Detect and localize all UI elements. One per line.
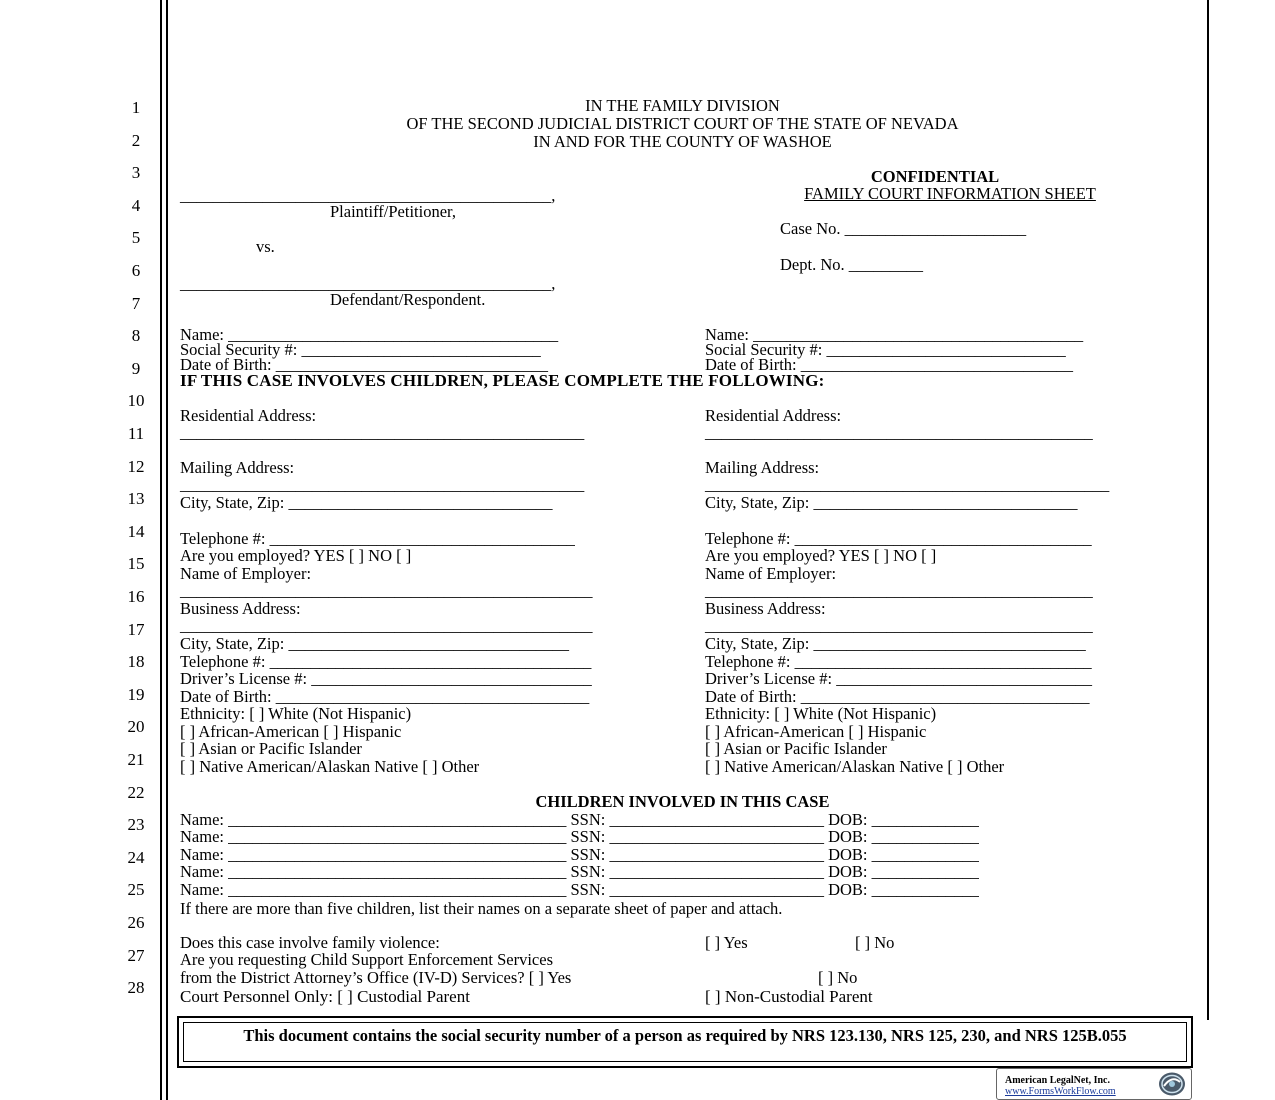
right-ethnicity-2[interactable]: [ ] African-American [ ] Hispanic [705, 722, 927, 741]
line-number: 8 [131, 326, 141, 346]
line-number: 13 [127, 489, 145, 509]
child-support-no-checkbox[interactable]: [ ] No [818, 968, 858, 987]
line-number: 19 [127, 684, 145, 704]
case-no-field[interactable]: Case No. ______________________ [780, 219, 1027, 238]
left-ethnicity-3[interactable]: [ ] Asian or Pacific Islander [180, 739, 362, 758]
left-mailing-label: Mailing Address: [180, 458, 295, 477]
sheet-title: FAMILY COURT INFORMATION SHEET [804, 184, 1096, 203]
ssn-notice-box [177, 1016, 1193, 1068]
line-number: 7 [131, 293, 141, 313]
child-row[interactable]: Name: _________________________________________ SSN: __________________________ DOB: _____________ [180, 862, 979, 881]
ssn-notice-text: This document contains the social security number of a person as required by NRS 123.130, NRS 125, 230, and NRS 125B.055 [183, 1022, 1187, 1062]
right-residential-field[interactable]: _______________________________________________ [705, 423, 1093, 442]
line-number: 12 [127, 456, 145, 476]
left-ethnicity-4[interactable]: [ ] Native American/Alaskan Native [ ] Other [180, 757, 480, 776]
child-row[interactable]: Name: _________________________________________ SSN: __________________________ DOB: _____________ [180, 810, 979, 829]
court-heading-1: IN THE FAMILY DIVISION [585, 96, 780, 115]
child-row[interactable]: Name: _________________________________________ SSN: __________________________ DOB: _____________ [180, 845, 979, 864]
line-number: 25 [127, 880, 145, 900]
court-personnel-noncustodial[interactable]: [ ] Non-Custodial Parent [705, 987, 873, 1006]
right-ethnicity-3[interactable]: [ ] Asian or Pacific Islander [705, 739, 887, 758]
line-number: 14 [127, 521, 145, 541]
left-employer-label: Name of Employer: [180, 564, 312, 583]
left-margin-line-outer [160, 0, 162, 1100]
right-ssn-field[interactable]: Social Security #: _____________________________ [705, 340, 1066, 359]
family-violence-yes-checkbox[interactable]: [ ] Yes [705, 933, 748, 952]
left-ethnicity-2[interactable]: [ ] African-American [ ] Hispanic [180, 722, 402, 741]
child-row[interactable]: Name: _________________________________________ SSN: __________________________ DOB: _____________ [180, 827, 979, 846]
right-city-field[interactable]: City, State, Zip: ________________________________ [705, 493, 1078, 512]
court-heading-3: IN AND FOR THE COUNTY OF WASHOE [533, 132, 832, 151]
right-employer-field[interactable]: _______________________________________________ [705, 581, 1093, 600]
line-number: 1 [131, 98, 141, 117]
left-city-field[interactable]: City, State, Zip: ________________________________ [180, 493, 553, 512]
defendant-label: Defendant/Respondent. [330, 290, 486, 309]
confidential-label: CONFIDENTIAL [870, 167, 1000, 186]
line-number: 6 [131, 261, 141, 280]
line-number: 28 [127, 978, 145, 998]
left-dob-field[interactable]: Date of Birth: _________________________________ [180, 355, 549, 374]
dept-no-field[interactable]: Dept. No. _________ [780, 255, 923, 274]
line-number: 18 [127, 652, 145, 672]
right-dob2-field[interactable]: Date of Birth: ___________________________________ [705, 687, 1090, 706]
line-number: 9 [131, 358, 141, 378]
family-violence-no-checkbox[interactable]: [ ] No [855, 933, 895, 952]
line-number: 4 [131, 195, 141, 215]
left-dob2-field[interactable]: Date of Birth: ______________________________________ [180, 687, 590, 706]
left-drivers-license-field[interactable]: Driver’s License #: __________________________________ [180, 669, 592, 688]
line-number: 16 [127, 587, 145, 606]
left-mailing-field[interactable]: _________________________________________________ [180, 475, 585, 494]
left-margin-line-inner [166, 0, 168, 1100]
footer-url[interactable]: www.FormsWorkFlow.com [1005, 1086, 1116, 1097]
line-number: 5 [131, 228, 141, 248]
defendant-name-field[interactable]: _____________________________________________, [180, 274, 556, 293]
left-ethnicity-1[interactable]: Ethnicity: [ ] White (Not Hispanic) [180, 704, 412, 723]
left-telephone-field[interactable]: Telephone #: _____________________________________ [180, 529, 575, 548]
right-business-field[interactable]: _______________________________________________ [705, 616, 1093, 635]
footer-company: American LegalNet, Inc. [1005, 1075, 1110, 1086]
right-ethnicity-1[interactable]: Ethnicity: [ ] White (Not Hispanic) [705, 704, 937, 723]
line-number: 2 [131, 130, 141, 150]
family-violence-question: Does this case involve family violence: [180, 933, 440, 952]
line-number: 21 [127, 750, 145, 769]
right-margin-line [1207, 0, 1209, 1020]
right-mailing-field[interactable]: _________________________________________________ [705, 475, 1110, 494]
right-telephone-field[interactable]: Telephone #: ____________________________________ [705, 529, 1092, 548]
left-business-label: Business Address: [180, 599, 301, 618]
line-number: 3 [131, 163, 141, 183]
left-employed-field[interactable]: Are you employed? YES [ ] NO [ ] [180, 546, 412, 565]
line-number: 22 [127, 782, 145, 802]
child-support-question-2[interactable]: from the District Attorney’s Office (IV-D) Services? [ ] Yes [180, 968, 572, 987]
children-notice: IF THIS CASE INVOLVES CHILDREN, PLEASE COMPLETE THE FOLLOWING: [180, 371, 825, 390]
child-support-question-1: Are you requesting Child Support Enforcement Services [180, 950, 553, 969]
right-dob-field[interactable]: Date of Birth: _________________________________ [705, 355, 1074, 374]
left-residential-field[interactable]: _________________________________________________ [180, 423, 585, 442]
plaintiff-name-field[interactable]: _____________________________________________, [180, 186, 556, 205]
vs-label: vs. [256, 237, 275, 256]
court-personnel-custodial[interactable]: Court Personnel Only: [ ] Custodial Parent [180, 987, 470, 1006]
right-biz-telephone-field[interactable]: Telephone #: ____________________________________ [705, 652, 1092, 671]
more-children-note: If there are more than five children, list their names on a separate sheet of paper and attach. [180, 899, 783, 918]
children-heading: CHILDREN INVOLVED IN THIS CASE [535, 792, 830, 811]
line-number: 15 [127, 554, 145, 574]
right-residential-label: Residential Address: [705, 406, 842, 425]
right-employed-field[interactable]: Are you employed? YES [ ] NO [ ] [705, 546, 937, 565]
line-number: 24 [127, 847, 145, 867]
plaintiff-label: Plaintiff/Petitioner, [330, 202, 456, 221]
line-number: 26 [127, 913, 145, 932]
line-number: 11 [127, 424, 145, 443]
american-legalnet-logo[interactable] [996, 1068, 1192, 1100]
right-name-field[interactable]: Name: ________________________________________ [705, 325, 1084, 344]
child-row[interactable]: Name: _________________________________________ SSN: __________________________ DOB: _____________ [180, 880, 979, 899]
left-employer-field[interactable]: __________________________________________________ [180, 581, 593, 600]
left-business-field[interactable]: __________________________________________________ [180, 616, 593, 635]
right-business-label: Business Address: [705, 599, 826, 618]
right-mailing-label: Mailing Address: [705, 458, 820, 477]
right-ethnicity-4[interactable]: [ ] Native American/Alaskan Native [ ] Other [705, 757, 1005, 776]
left-biz-telephone-field[interactable]: Telephone #: _______________________________________ [180, 652, 592, 671]
line-number: 10 [127, 391, 145, 411]
line-number: 23 [127, 815, 145, 835]
left-name-field[interactable]: Name: ________________________________________ [180, 325, 559, 344]
globe-icon [1157, 1071, 1187, 1097]
right-drivers-license-field[interactable]: Driver’s License #: _______________________________ [705, 669, 1092, 688]
left-biz-city-field[interactable]: City, State, Zip: __________________________________ [180, 634, 569, 653]
line-number: 20 [127, 717, 145, 737]
line-number: 17 [127, 619, 145, 639]
right-biz-city-field[interactable]: City, State, Zip: _________________________________ [705, 634, 1086, 653]
line-number: 27 [127, 945, 145, 965]
left-ssn-field[interactable]: Social Security #: _____________________________ [180, 340, 541, 359]
right-employer-label: Name of Employer: [705, 564, 837, 583]
court-heading-2: OF THE SECOND JUDICIAL DISTRICT COURT OF THE STATE OF NEVADA [406, 114, 959, 133]
left-residential-label: Residential Address: [180, 406, 317, 425]
